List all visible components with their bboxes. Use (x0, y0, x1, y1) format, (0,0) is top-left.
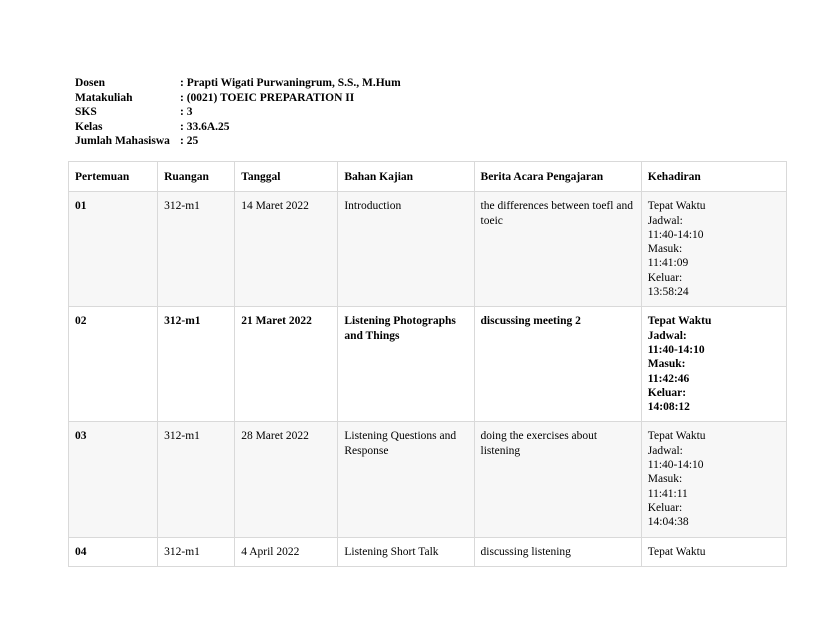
column-header-bahan-kajian: Bahan Kajian (338, 162, 474, 192)
kehadiran-line: Tepat Waktu (647, 315, 712, 328)
table-row (69, 422, 787, 537)
cell-tanggal: 4 April 2022 (235, 537, 338, 566)
kehadiran-line: Keluar: (647, 501, 683, 514)
cell-tanggal: 21 Maret 2022 (235, 307, 338, 422)
info-label: Matakuliah (75, 91, 133, 104)
info-row-jumlah-mahasiswa (75, 134, 401, 149)
cell-berita-acara: discussing meeting 2 (474, 307, 641, 422)
kehadiran-line: Tepat Waktu (647, 545, 706, 558)
cell-ruangan: 312-m1 (158, 537, 235, 566)
info-row-sks (75, 105, 401, 120)
table-header-row (69, 162, 787, 192)
info-value: : 33.6A.25 (180, 120, 230, 133)
kehadiran-line: Masuk: (647, 358, 686, 371)
column-header-ruangan: Ruangan (158, 162, 235, 192)
cell-kehadiran (641, 422, 786, 537)
info-label: Dosen (75, 77, 106, 89)
kehadiran-line: 14:04:38 (647, 516, 689, 529)
info-label: Jumlah Mahasiswa (75, 135, 170, 147)
kehadiran-line: Tepat Waktu (647, 200, 706, 213)
table-row (69, 192, 787, 307)
cell-berita-acara: doing the exercises about listening (474, 422, 641, 537)
kehadiran-line: 11:41:11 (647, 487, 688, 500)
kehadiran-line: 11:40-14:10 (647, 228, 704, 241)
kehadiran-line: Keluar: (647, 386, 687, 399)
cell-kehadiran (641, 537, 786, 566)
info-row-dosen (75, 76, 401, 91)
cell-pertemuan: 04 (69, 537, 158, 566)
cell-pertemuan: 01 (69, 192, 158, 307)
kehadiran-line: 11:40-14:10 (647, 343, 705, 356)
cell-berita-acara: discussing listening (474, 537, 641, 566)
kehadiran-line: 11:42:46 (647, 372, 690, 385)
cell-tanggal: 28 Maret 2022 (235, 422, 338, 537)
cell-ruangan: 312-m1 (158, 192, 235, 307)
course-info (75, 76, 401, 149)
cell-tanggal: 14 Maret 2022 (235, 192, 338, 307)
info-value: : Prapti Wigati Purwaningrum, S.S., M.Hum (180, 77, 401, 89)
kehadiran-line: Masuk: (647, 243, 683, 256)
table-row (69, 537, 787, 566)
info-value: : 25 (180, 135, 199, 147)
table-row (69, 307, 787, 422)
cell-pertemuan: 02 (69, 307, 158, 422)
kehadiran-line: Jadwal: (647, 214, 683, 227)
cell-bahan-kajian: Introduction (338, 192, 474, 307)
kehadiran-line: 11:40-14:10 (647, 459, 704, 472)
column-header-tanggal: Tanggal (235, 162, 338, 192)
attendance-table (68, 161, 787, 567)
kehadiran-line: 14:08:12 (647, 401, 690, 414)
cell-kehadiran (641, 307, 786, 422)
info-label: SKS (75, 106, 97, 118)
kehadiran-line: 13:58:24 (647, 286, 689, 299)
cell-pertemuan: 03 (69, 422, 158, 537)
kehadiran-line: Jadwal: (647, 444, 683, 457)
kehadiran-line: Keluar: (647, 271, 683, 284)
info-row-matakuliah (75, 91, 401, 106)
cell-ruangan: 312-m1 (158, 307, 235, 422)
kehadiran-line: Masuk: (647, 473, 683, 486)
cell-bahan-kajian: Listening Questions and Response (338, 422, 474, 537)
cell-kehadiran (641, 192, 786, 307)
cell-berita-acara: the differences between toefl and toeic (474, 192, 641, 307)
info-label: Kelas (75, 120, 103, 133)
cell-ruangan: 312-m1 (158, 422, 235, 537)
info-value: : 3 (180, 106, 193, 118)
cell-bahan-kajian: Listening Photographs and Things (338, 307, 474, 422)
column-header-kehadiran: Kehadiran (641, 162, 786, 192)
column-header-pertemuan: Pertemuan (69, 162, 158, 192)
column-header-berita-acara: Berita Acara Pengajaran (474, 162, 641, 192)
cell-bahan-kajian: Listening Short Talk (338, 537, 474, 566)
info-row-kelas (75, 120, 401, 135)
kehadiran-line: Tepat Waktu (647, 430, 706, 443)
kehadiran-line: 11:41:09 (647, 257, 689, 270)
info-value: : (0021) TOEIC PREPARATION II (180, 91, 355, 104)
kehadiran-line: Jadwal: (647, 329, 687, 342)
